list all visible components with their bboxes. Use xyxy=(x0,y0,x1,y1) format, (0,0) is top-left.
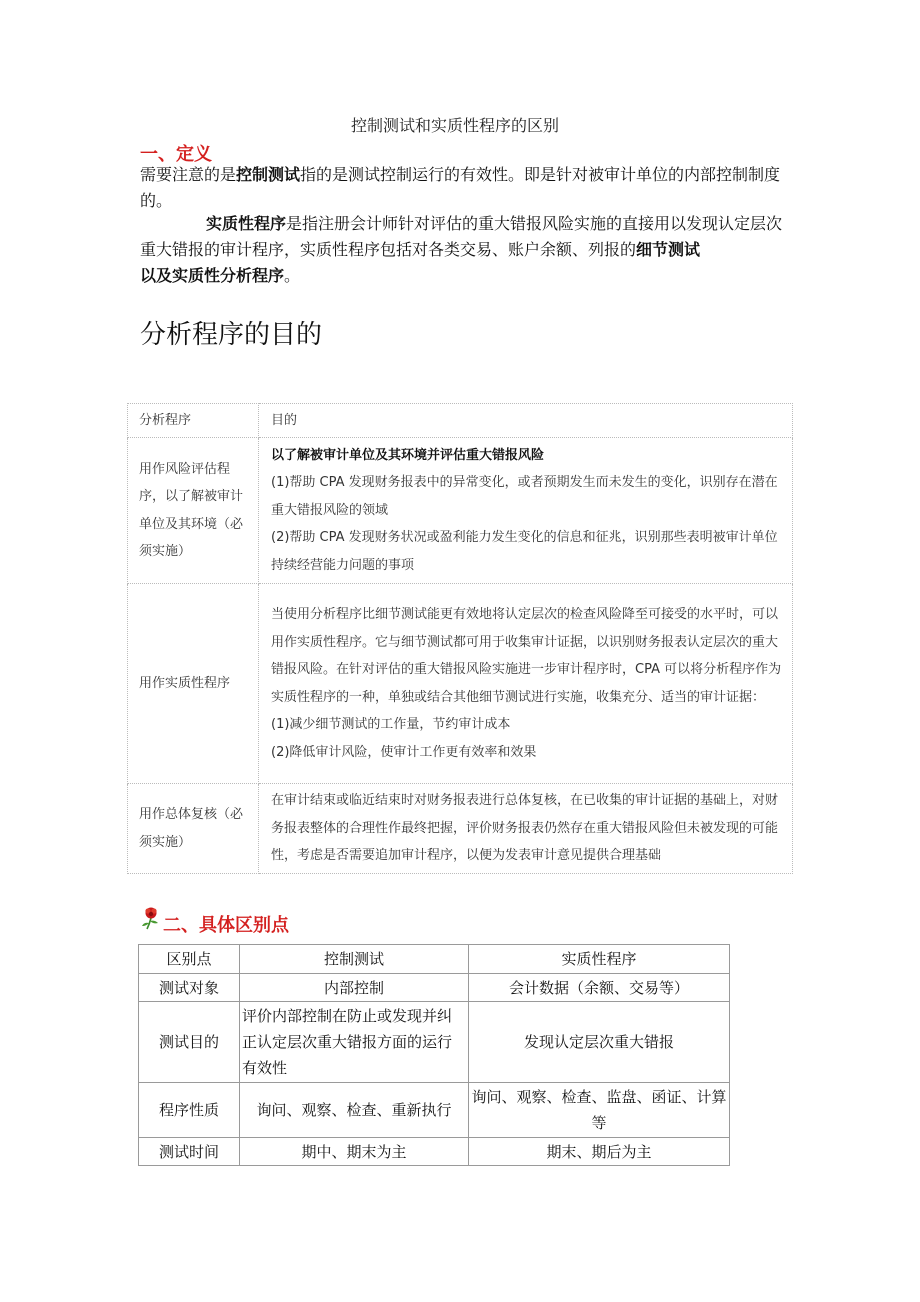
text-run: 。 xyxy=(284,266,301,285)
bold-term-control-test: 控制测试 xyxy=(236,165,301,184)
header-cell: 分析程序 xyxy=(128,404,259,438)
cell-control-test: 询问、观察、检查、重新执行 xyxy=(240,1083,469,1138)
section-heading-definition: 一、定义 xyxy=(140,144,212,165)
cell-substantive: 发现认定层次重大错报 xyxy=(469,1002,730,1083)
header-cell: 实质性程序 xyxy=(469,945,730,974)
document-title: 控制测试和实质性程序的区别 xyxy=(350,116,559,135)
cell-substantive: 会计数据（余额、交易等） xyxy=(469,974,730,1002)
row-label: 测试目的 xyxy=(139,1002,240,1083)
row-label: 测试对象 xyxy=(139,974,240,1002)
cell-control-test: 期中、期末为主 xyxy=(240,1138,469,1166)
table-row xyxy=(139,1083,730,1138)
row-label: 用作风险评估程序，以了解被审计单位及其环境（必须实施） xyxy=(128,438,259,584)
row-label: 用作总体复核（必须实施） xyxy=(128,784,259,874)
header-cell: 区别点 xyxy=(139,945,240,974)
analysis-purpose-table xyxy=(127,403,793,874)
table-row xyxy=(128,438,793,584)
analysis-heading: 分析程序的目的 xyxy=(140,320,323,350)
header-cell: 控制测试 xyxy=(240,945,469,974)
paragraph-substantive-procedure xyxy=(140,211,785,289)
header-cell: 目的 xyxy=(259,404,793,438)
row-label: 测试时间 xyxy=(139,1138,240,1166)
difference-table xyxy=(138,944,730,1166)
row-emphasis: 以了解被审计单位及其环境并评估重大错报风险 xyxy=(271,447,545,463)
text-run: 是指注册会计师针对评估的重大错报风险实施的直接用以发现认定层次重大错报的审计程序，实质性程序包括对各类交易、账户余额、列报的 xyxy=(140,214,783,259)
table-row xyxy=(139,1138,730,1166)
table-header-row xyxy=(139,945,730,974)
flower-icon xyxy=(141,906,161,930)
text-run: 需要注意的是 xyxy=(140,165,237,184)
row-line: (1)减少细节测试的工作量，节约审计成本 xyxy=(271,717,511,732)
table-row xyxy=(128,784,793,874)
row-line: 当使用分析程序比细节测试能更有效地将认定层次的检查风险降至可接受的水平时，可以用作实质性程序。它与细节测试都可用于收集审计证据，以识别财务报表认定层次的重大错报风险。在针对评估的重大错报风险实施进一步审计程序时，CPA 可以将分析程序作为实质性程序的一种，单独或结合其他细节测试进行实施，收集充分、适当的审计证据： xyxy=(271,607,782,705)
cell-control-test: 评价内部控制在防止或发现并纠正认定层次重大错报方面的运行有效性 xyxy=(240,1002,469,1083)
row-line: (2)帮助 CPA 发现财务状况或盈利能力发生变化的信息和征兆，识别那些表明被审计单位持续经营能力问题的事项 xyxy=(271,530,778,573)
row-line: 在审计结束或临近结束时对财务报表进行总体复核，在已收集的审计证据的基础上，对财务报表整体的合理性作最终把握，评价财务报表仍然存在重大错报风险但未被发现的可能性，考虑是否需要追加审计程序，以便为发表审计意见提供合理基础 xyxy=(271,793,779,864)
row-label: 用作实质性程序 xyxy=(128,584,259,784)
row-line: (2)降低审计风险，使审计工作更有效率和效果 xyxy=(271,744,537,760)
bold-term-analytical: 以及实质性分析程序 xyxy=(140,266,285,285)
table-row xyxy=(128,584,793,784)
text-run: 指的是测试控制运行的有效性。即是针对被审计单位的内部控制制度的。 xyxy=(140,165,781,210)
row-label: 程序性质 xyxy=(139,1083,240,1138)
cell-substantive: 询问、观察、检查、监盘、函证、计算等 xyxy=(469,1083,730,1138)
bold-term-substantive: 实质性程序 xyxy=(206,214,287,233)
table-row xyxy=(139,974,730,1002)
bold-term-detail-test: 细节测试 xyxy=(636,240,701,259)
paragraph-control-test xyxy=(140,162,785,214)
cell-control-test: 内部控制 xyxy=(240,974,469,1002)
table-row xyxy=(139,1002,730,1083)
row-content xyxy=(259,584,793,784)
row-content xyxy=(259,438,793,584)
table-header-row xyxy=(128,404,793,438)
row-content xyxy=(259,784,793,874)
cell-substantive: 期末、期后为主 xyxy=(469,1138,730,1166)
row-line: (1)帮助 CPA 发现财务报表中的异常变化，或者预期发生而未发生的变化，识别存在潜在重大错报风险的领域 xyxy=(271,475,778,518)
section-heading-differences: 二、具体区别点 xyxy=(163,915,289,936)
